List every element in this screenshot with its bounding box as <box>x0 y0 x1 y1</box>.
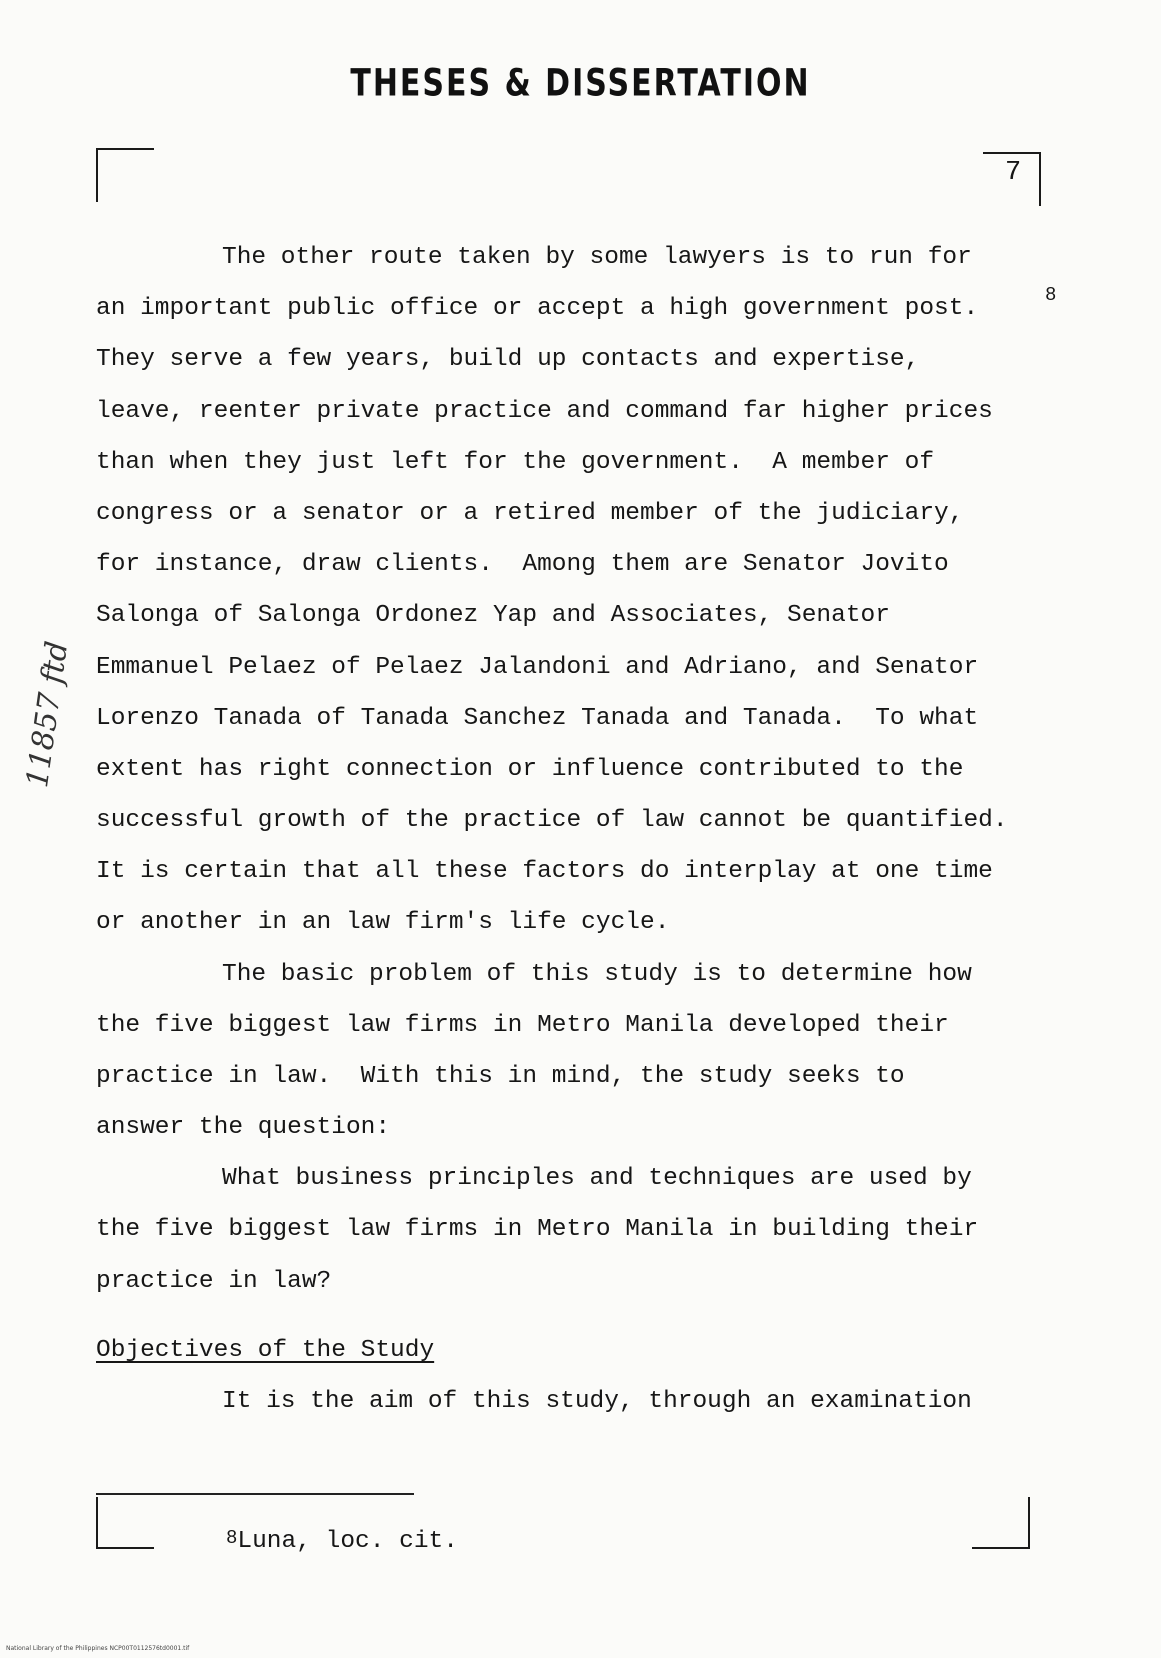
body-line: answer the question: <box>96 1114 391 1141</box>
corner-mark-bottom-left <box>96 1497 154 1549</box>
body-line: leave, reenter private practice and command far higher prices <box>96 398 993 425</box>
body-line: or another in an law firm's life cycle. <box>96 909 670 936</box>
body-line: They serve a few years, build up contacts and expertise, <box>96 346 920 373</box>
footnote <box>226 1528 458 1555</box>
section-heading: Objectives of the Study <box>96 1337 435 1364</box>
body-line: Lorenzo Tanada of Tanada Sanchez Tanada and Tanada. To what <box>96 705 979 732</box>
corner-mark-top-left <box>96 148 154 202</box>
body-line: The other route taken by some lawyers is to run for <box>222 244 972 271</box>
body-line: the five biggest law firms in Metro Manila developed their <box>96 1012 949 1039</box>
body-line: It is the aim of this study, through an examination <box>222 1388 972 1415</box>
corner-mark-bottom-right <box>972 1497 1030 1549</box>
footnote-reference: 8 <box>1045 284 1057 306</box>
page-number: 7 <box>1005 158 1022 188</box>
footnote-rule <box>96 1493 414 1495</box>
body-line: The basic problem of this study is to determine how <box>222 961 972 988</box>
body-line: for instance, draw clients. Among them are Senator Jovito <box>96 551 949 578</box>
theses-dissertation-stamp: THESES & DISSERTATION <box>350 61 811 106</box>
footnote-text: Luna, loc. cit. <box>237 1528 458 1555</box>
body-line: Salonga of Salonga Ordonez Yap and Associates, Senator <box>96 602 890 629</box>
body-line: practice in law. With this in mind, the study seeks to <box>96 1063 905 1090</box>
body-line: than when they just left for the government. A member of <box>96 449 935 476</box>
body-line: successful growth of the practice of law cannot be quantified. <box>96 807 1008 834</box>
body-line: the five biggest law firms in Metro Manila in building their <box>96 1216 979 1243</box>
scan-caption: National Library of the Philippines NCP00T0112576td0001.tif <box>6 1645 190 1652</box>
body-line: extent has right connection or influence contributed to the <box>96 756 964 783</box>
handwritten-margin-note: 11857 ftd <box>20 639 76 790</box>
body-line: congress or a senator or a retired member of the judiciary, <box>96 500 964 527</box>
body-line: What business principles and techniques are used by <box>222 1165 972 1192</box>
body-line: practice in law? <box>96 1268 332 1295</box>
body-line: It is certain that all these factors do interplay at one time <box>96 858 993 885</box>
footnote-marker: 8 <box>226 1527 238 1549</box>
body-line: an important public office or accept a high government post. <box>96 295 979 322</box>
body-line: Emmanuel Pelaez of Pelaez Jalandoni and Adriano, and Senator <box>96 654 979 681</box>
